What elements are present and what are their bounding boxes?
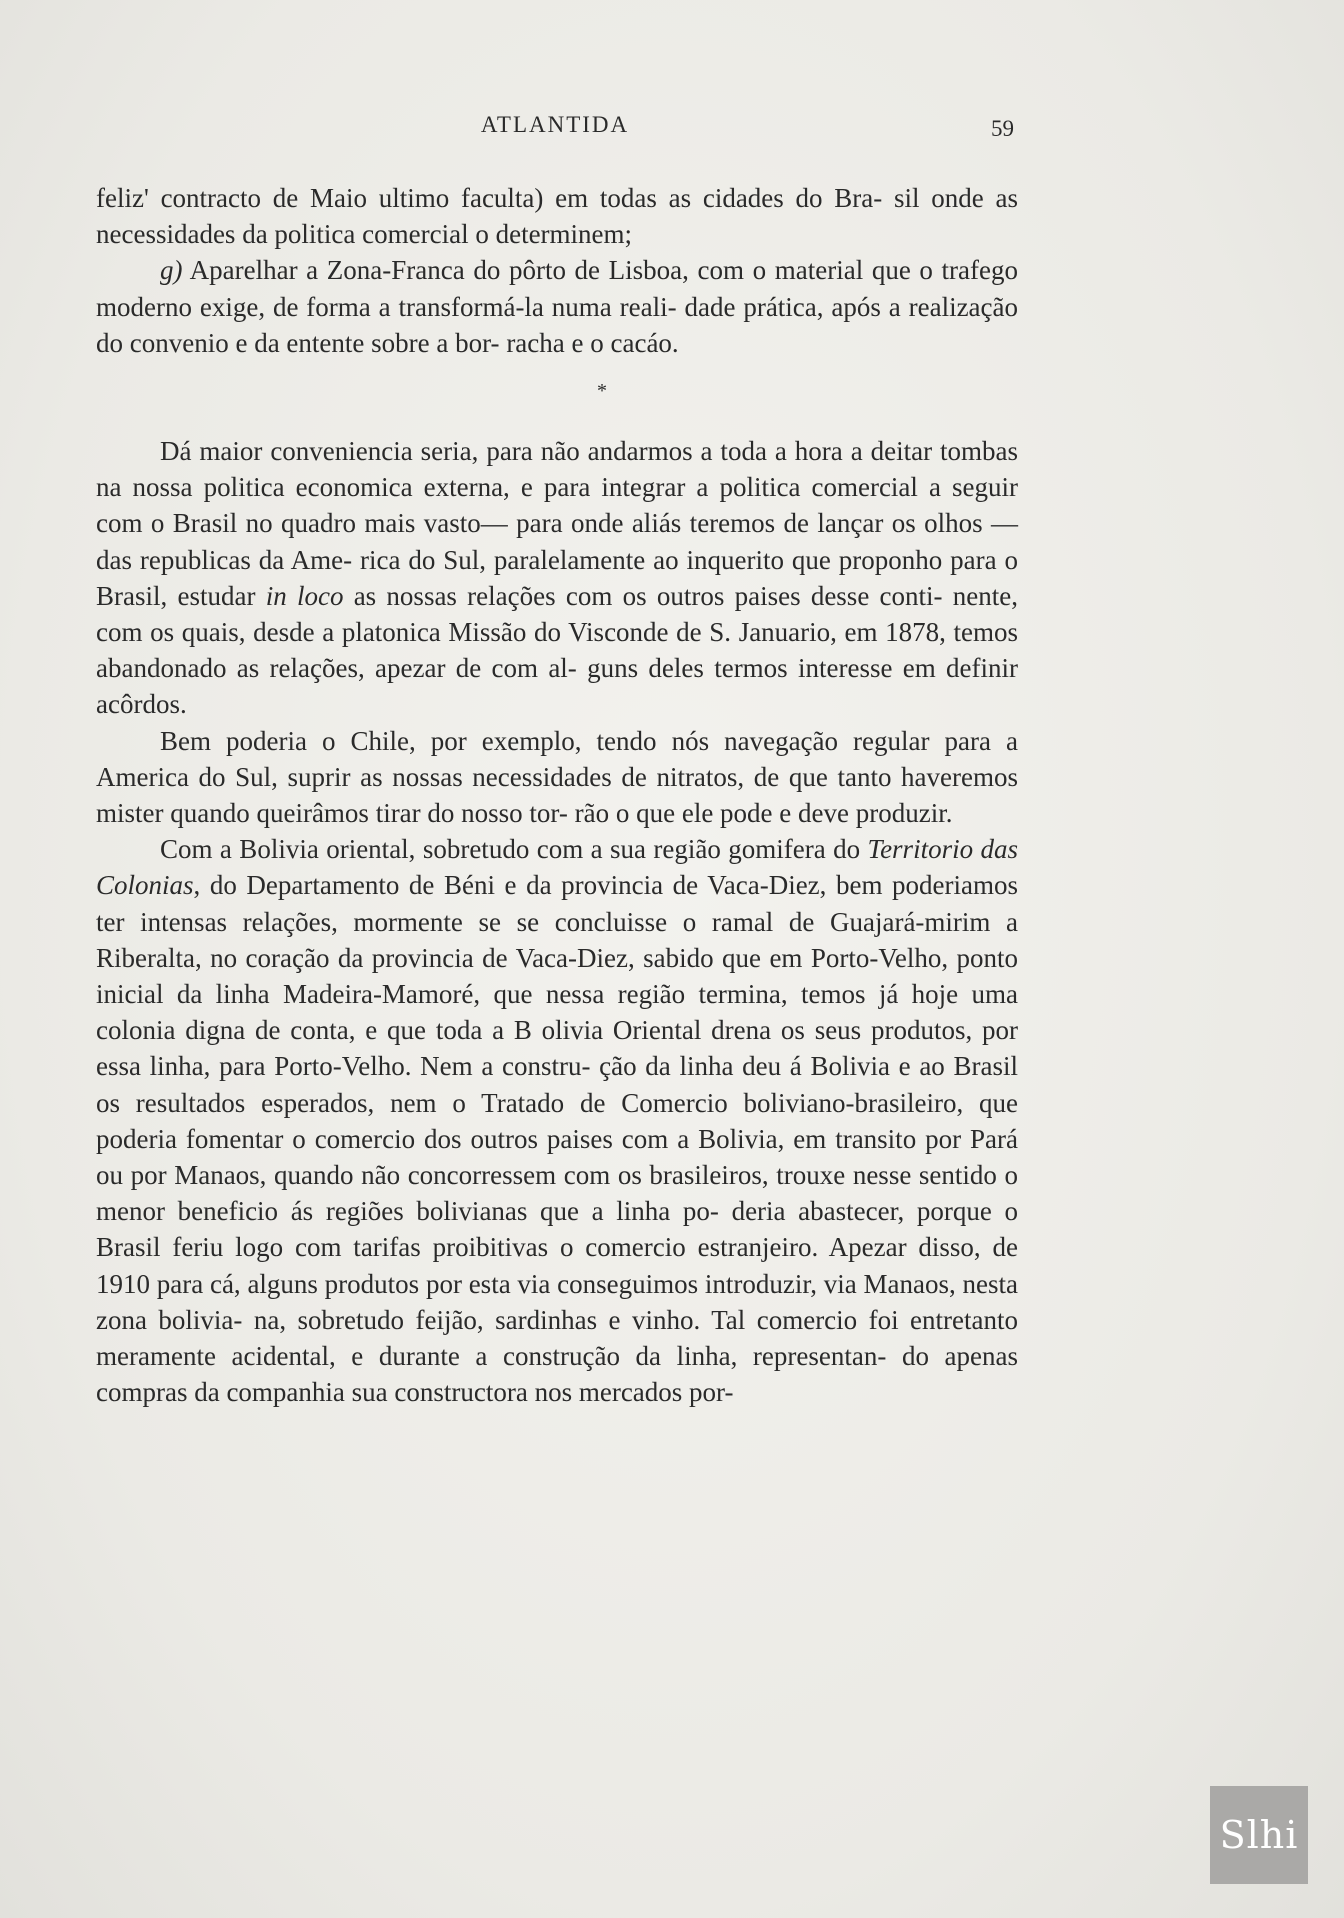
- text-line: por esta via conseguimos introduzir, via Manaos, nesta zona bolivia-: [96, 1268, 1019, 1335]
- text-line: por Manaos, quando não concorressem com os brasileiros, trouxe: [130, 1160, 846, 1191]
- paragraph: [96, 831, 1018, 1410]
- text-line: concluisse o ramal de Guajará-mirim a Riberalta, no coração da: [96, 906, 1019, 973]
- page-header: [96, 108, 1014, 148]
- text-line: feliz' contracto de Maio ultimo faculta) em todas as cidades do Bra-: [96, 183, 883, 213]
- text-line: para a America do Sul, suprir as nossas necessidades de nitratos,: [96, 725, 1018, 792]
- italic-phrase: in loco: [265, 580, 344, 611]
- text-line: Dá maior conveniencia seria, para não andarmos a toda a hora: [160, 436, 843, 467]
- text-line: guns deles termos interesse em definir acôrdos.: [96, 653, 1019, 720]
- text-line: as nossas relações com os outros paises desse conti-: [343, 580, 943, 611]
- italic-phrase: Territorio das Colonias: [96, 834, 1018, 901]
- paragraph: [96, 433, 1018, 723]
- body-text: [96, 180, 1018, 1411]
- text-line: dade prática, após a realização do convenio e da entente sobre a bor-: [96, 291, 1019, 358]
- text-line: ção da linha deu á Bolivia e ao Brasil os resultados esperados, nem: [96, 1051, 1018, 1118]
- text-line: deria abastecer, porque o Brasil feriu logo com tarifas proibitivas o: [96, 1196, 1019, 1263]
- text-line: a deitar tombas na nossa politica economica externa, e para integrar: [96, 436, 1018, 503]
- text-line: comercio estranjeiro. Apezar disso, de 1910 para cá, alguns produtos: [96, 1232, 1019, 1299]
- text-line: nente, com os quais, desde a platonica Missão do Visconde de S.: [96, 580, 1019, 648]
- running-title: ATLANTIDA: [480, 112, 630, 137]
- paragraph-continuation: [96, 180, 1018, 252]
- text-line: Com a Bolivia oriental, sobretudo com a sua região gomifera do: [160, 834, 861, 865]
- text-line: Bem poderia o Chile, por exemplo, tendo nós navegação regular: [160, 725, 930, 756]
- text-line: do apenas compras da companhia sua constructora nos mercados por-: [96, 1341, 1019, 1408]
- text-line: provincia de Vaca-Diez, sabido que em Porto-Velho, ponto inicial da: [96, 942, 1018, 1010]
- list-marker: g): [160, 255, 183, 286]
- text-line: meramente acidental, e durante a construção da linha, representan-: [96, 1341, 887, 1372]
- section-separator: *: [597, 380, 607, 403]
- text-line: comercio dos outros paises com a Bolivia, em transito por Pará ou: [96, 1123, 1018, 1191]
- text-line: Aparelhar a Zona-Franca do pôrto de Lisboa, com o material: [182, 255, 864, 286]
- library-watermark-logo: Slhi: [1210, 1786, 1308, 1884]
- text-line: que o trafego moderno exige, de forma a transformá-la numa reali-: [96, 255, 1019, 322]
- text-line: racha e o cacáo.: [506, 327, 679, 358]
- paragraph-item-g: [96, 252, 1018, 361]
- text-line: na, sobretudo feijão, sardinhas e vinho. Tal comercio foi entretanto: [253, 1304, 1019, 1335]
- text-line: nesse sentido o menor beneficio ás regiões bolivianas que a linha po-: [96, 1160, 1019, 1227]
- text-line: linha Madeira-Mamoré, que nessa região termina, temos já hoje uma: [215, 979, 1018, 1010]
- text-line: a politica comercial a seguir com o Brasil no quadro mais vasto—: [96, 472, 1018, 539]
- text-line: rão o que ele pode e deve produzir.: [574, 798, 953, 829]
- text-line: o Tratado de Comercio boliviano-brasileiro, que poderia fomentar o: [96, 1087, 1018, 1154]
- text-line: , do Departamento de Béni e da provincia de: [193, 870, 699, 901]
- text-line: estudar: [177, 580, 266, 611]
- text-line: Januario, em 1878, temos abandonado as relações, apezar de com al-: [96, 617, 1019, 684]
- text-line: seus produtos, por essa linha, para Porto-Velho. Nem a constru-: [96, 1015, 1018, 1082]
- text-line: colonia digna de conta, e que toda a B olivia Oriental drena os: [96, 1015, 805, 1046]
- text-line: rica do Sul, paralelamente ao inquerito que proponho para o Brasil,: [96, 544, 1019, 611]
- page-number: 59: [991, 116, 1014, 141]
- text-line: de que tanto haveremos mister quando queirâmos tirar do nosso tor-: [96, 761, 1019, 829]
- text-line: para onde aliás teremos de lançar os olhos — das republicas da Ame-: [96, 508, 1019, 575]
- text-line: sil onde as necessidades da politica comercial o determinem;: [96, 183, 1018, 250]
- text-line: Vaca-Diez, bem poderiamos ter intensas relações, mormente se se: [96, 870, 1019, 937]
- paragraph: [96, 723, 1018, 832]
